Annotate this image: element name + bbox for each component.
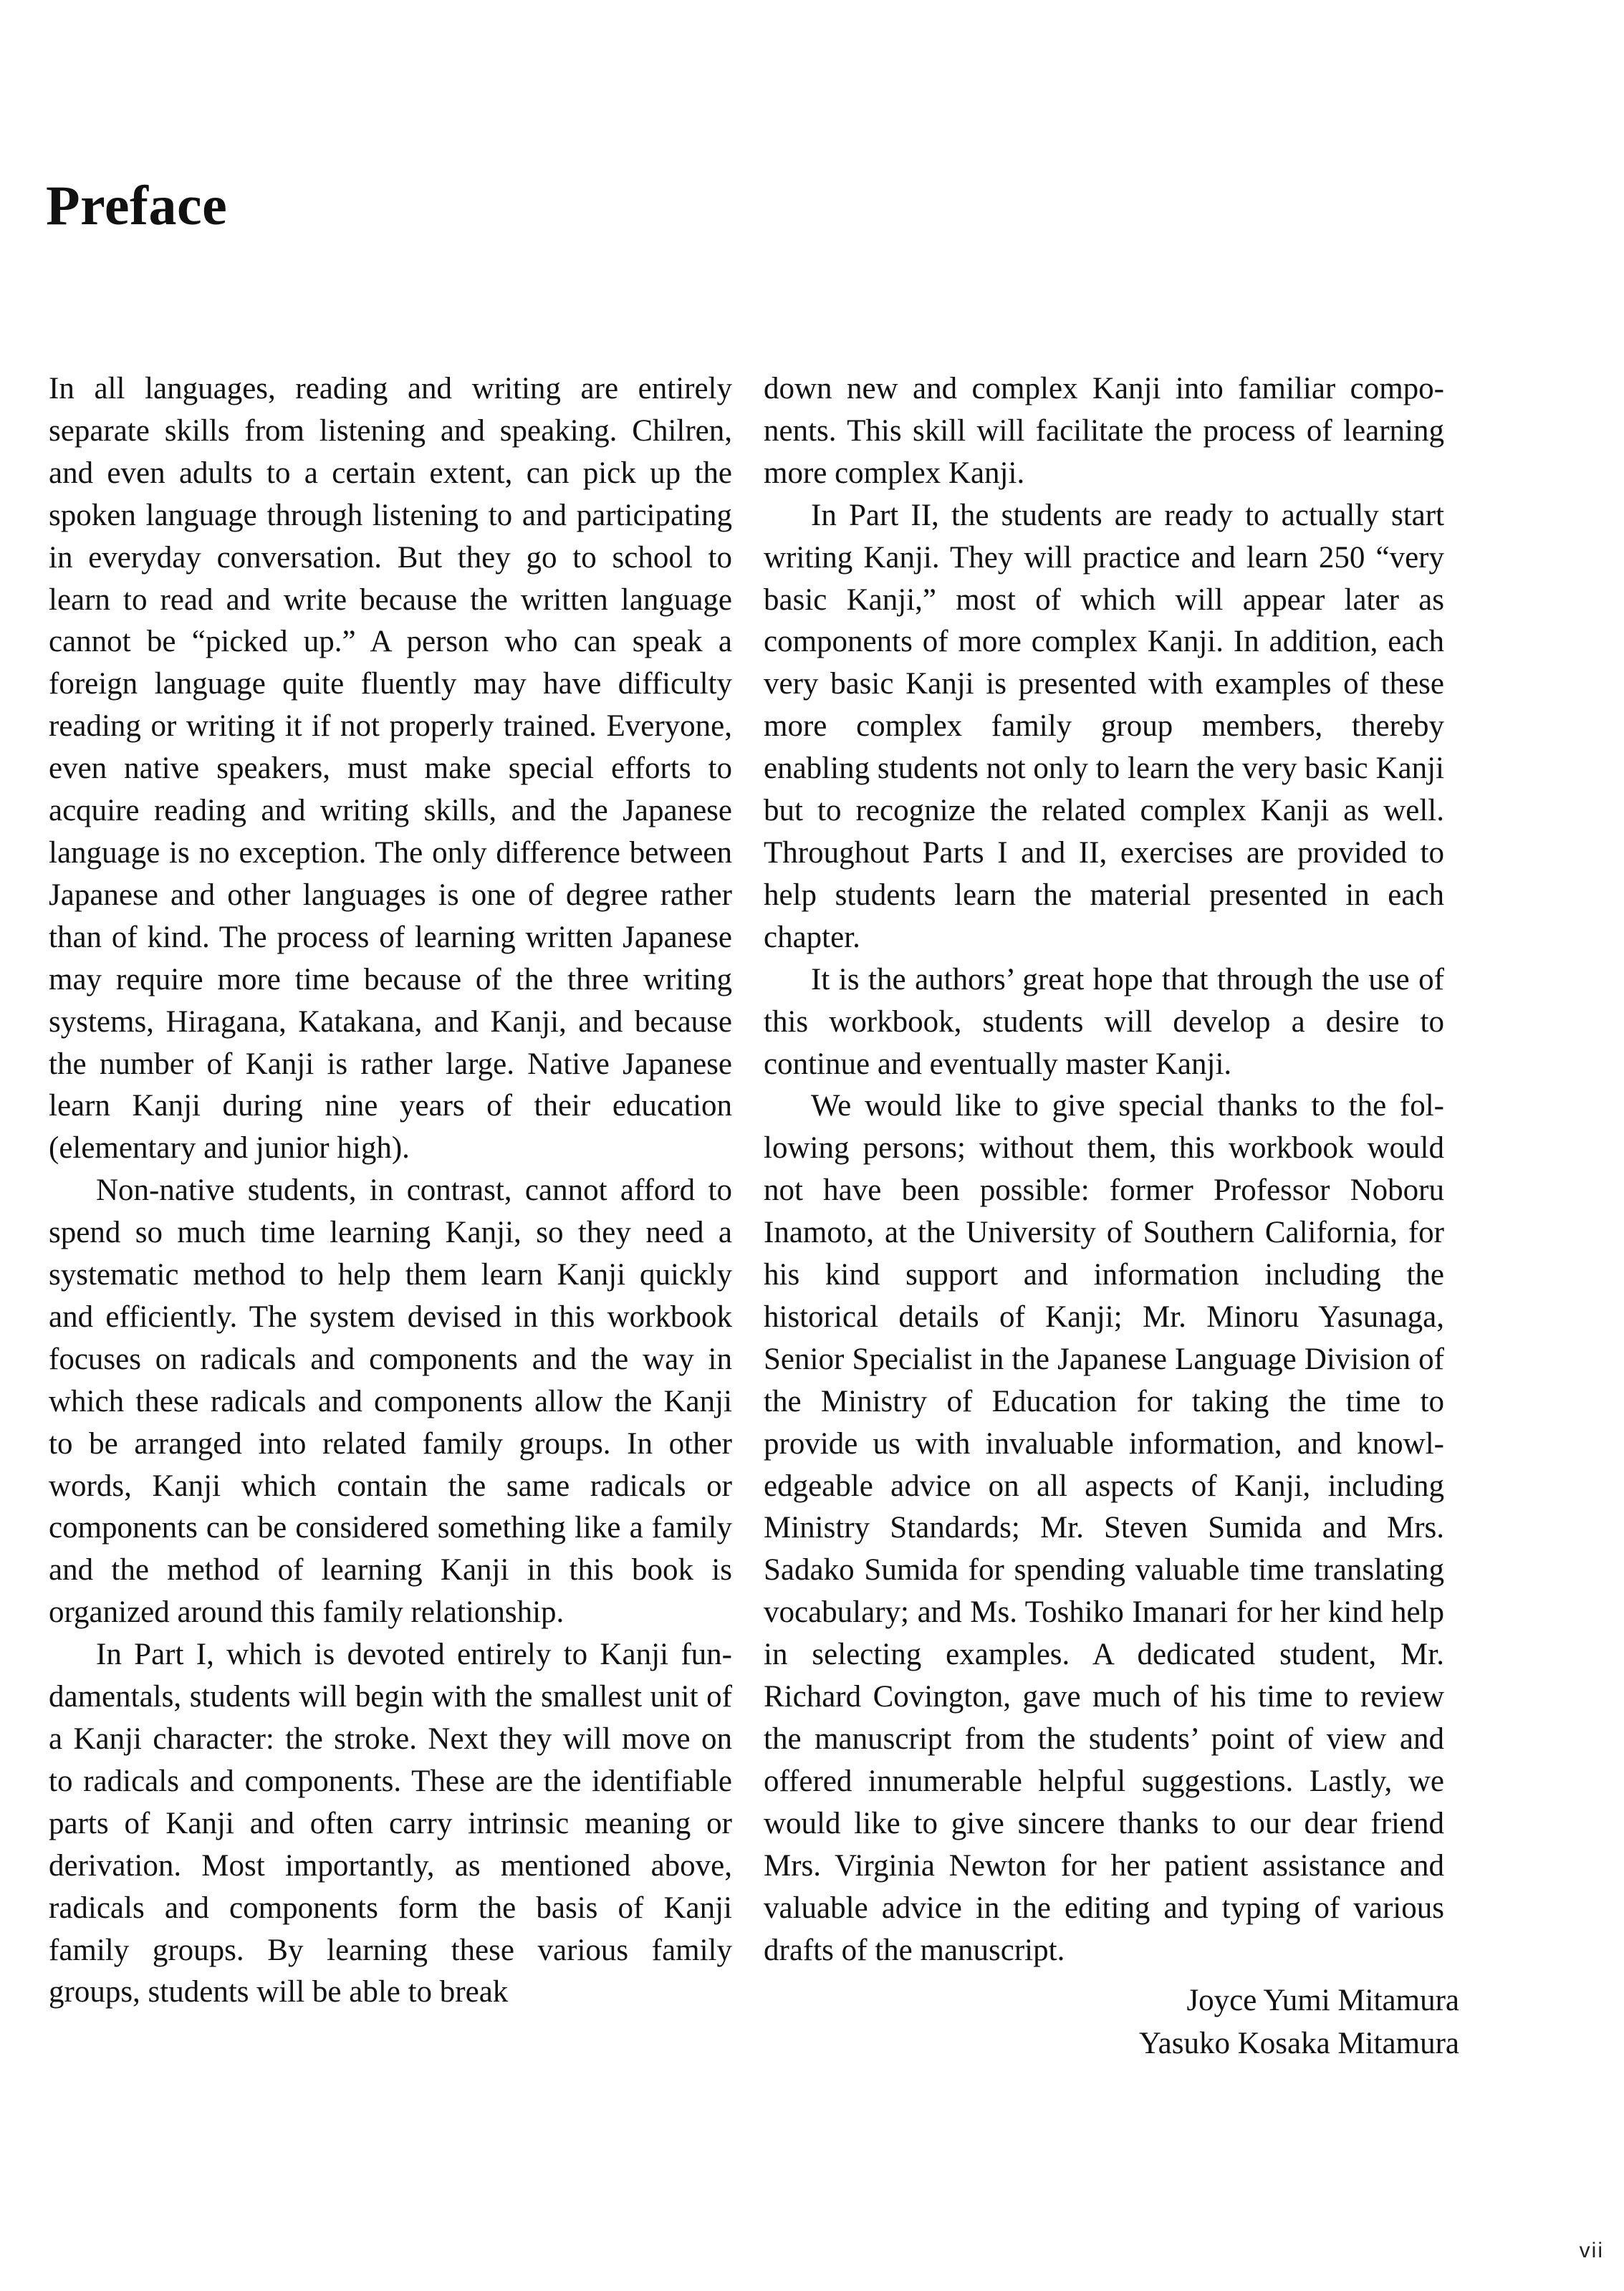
author-name-1: Joyce Yumi Mitamura xyxy=(1186,1984,1459,2017)
paragraph-part-one: In Part I, which is devoted entirely to Kanji fundamentals, students will begin with the smallest unit of a Kanji character: the stroke. Next they will move on to radicals and components. These are the identifiable parts of Kanji and often carry intrinsic meaning or derivation. Most importantly, as mentioned above, radicals and components form the basis of Kanji family groups. By learning these various family groups, students will be able to break xyxy=(49,1638,732,2009)
paragraph-part-one-continued: down new and complex Kanji into familiar components. This skill will facilitate the process of learning more complex Kanji. xyxy=(764,372,1444,490)
paragraph-intro: In all languages, reading and writing are entirely separate skills from listening and speaking. Chilren, and even adults to a certain extent, can pick up the spoken language through listening to and participating in everyday conversation. But they go to school to learn to read and write because the written language cannot be “picked up.” A person who can speak a foreign language quite fluently may have difficulty reading or writing it if not properly trained. Everyone, even native speakers, must make special efforts to acquire reading and writing skills, and the Japanese language is no exception. The only difference between Japanese and other languages is one of degree rather than of kind. The process of learning written Japanese may require more time because of the three writing systems, Hiragana, Katakana, and Kanji, and because the number of Kanji is rather large. Native Japanese learn Kanji during nine years of their education (elementary and junior high). xyxy=(49,372,732,1166)
author-name-2: Yasuko Kosaka Mitamura xyxy=(1138,2027,1459,2060)
right-column xyxy=(764,368,1444,1971)
page-title: Preface xyxy=(46,174,228,236)
author-signature xyxy=(1139,1979,1459,2065)
paragraph-hope: It is the authors’ great hope that through the use of this workbook, students will develop a desire to continue and eventually master Kanji. xyxy=(764,962,1444,1081)
paragraph-part-two: In Part II, the students are ready to actually start writing Kanji. They will practice and learn 250 “very basic Kanji,” most of which will appear later as components of more complex Kanji. In addition, each very basic Kanji is presented with examples of these more complex family group members, thereby enabling students not only to learn the very basic Kanji but to recognize the related complex Kanji as well. Throughout Parts I and II, exercises are provided to help students learn the material presented in each chapter. xyxy=(764,498,1444,954)
paragraph-non-native: Non-native students, in contrast, cannot afford to spend so much time learning Kanji, so they need a systematic method to help them learn Kanji quickly and efficiently. The system devised in this workbook focuses on radicals and components and the way in which these radicals and components allow the Kanji to be arranged into related family groups. In other words, Kanji which contain the same radicals or components can be considered something like a family and the method of learning Kanji in this book is organized around this family relationship. xyxy=(49,1173,732,1630)
page-number: vii xyxy=(1579,2239,1604,2262)
left-column xyxy=(49,368,732,2014)
paragraph-acknowledgements: We would like to give special thanks to the following persons; without them, this workbook would not have been possible: former Professor Noboru Inamoto, at the University of Southern California, for his kind support and information including the historical details of Kanji; Mr. Minoru Yasunaga, Senior Specialist in the Japanese Language Division of the Ministry of Education for taking the time to provide us with invaluable information, and knowledgeable advice on all aspects of Kanji, including Ministry Standards; Mr. Steven Sumida and Mrs. Sadako Sumida for spending valuable time translating vocabulary; and Ms. Toshiko Imanari for her kind help in selecting examples. A dedicated student, Mr. Richard Covington, gave much of his time to review the manuscript from the students’ point of view and offered innumerable helpful suggestions. Lastly, we would like to give sincere thanks to our dear friend Mrs. Virginia Newton for her patient assistance and valuable advice in the editing and typing of various drafts of the manuscript. xyxy=(764,1089,1444,1967)
